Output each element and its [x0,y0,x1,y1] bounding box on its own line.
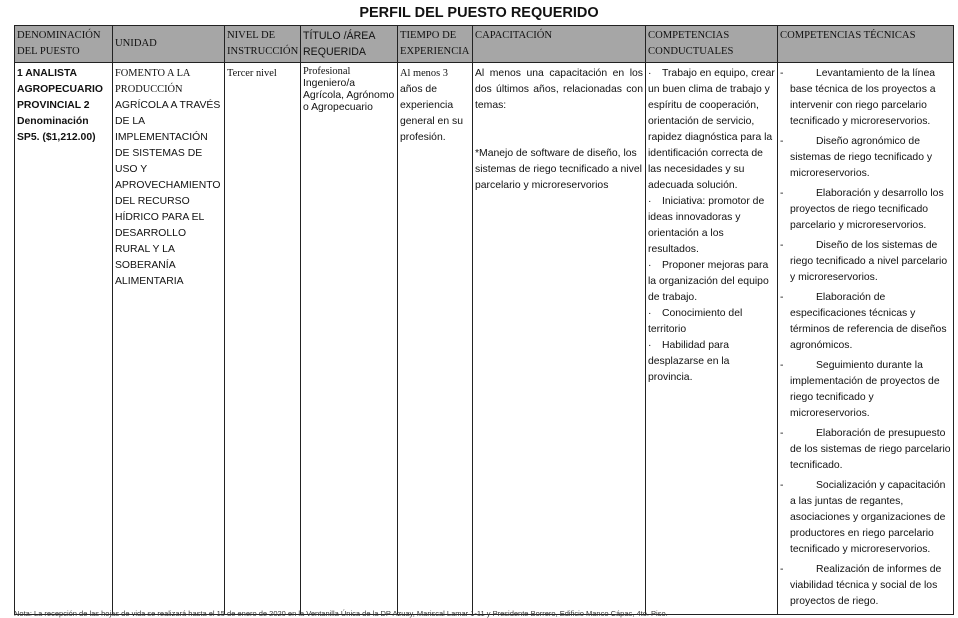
bullet-icon: · [648,308,652,319]
footnote: Nota: La recepción de las hojas de vida se realizará hasta el 15 de enero de 2020 en la Ventanilla Única de la DP Azuay, Mariscal Lamar 1-11 y Presidente Borrero, Edificio Manco Cápac, 4to. Piso. [14,609,668,618]
list-item [780,562,951,610]
header-unidad [113,26,225,63]
list-item-text: Elaboración y desarrollo los proyectos de riego tecnificado parcelario y microreservorios. [790,188,944,231]
cell-denominacion [15,63,113,615]
list-item-text: Trabajo en equipo, crear un buen clima de trabajo y espíritu de cooperación, orientación de servicio, rapidez diagnóstica para la identificación correcta de las necesidades y su adecuada solución. [648,68,775,191]
dash-icon: - [780,188,784,199]
list-item-text: Realización de informes de viabilidad técnica y social de los proyectos de riego. [790,564,942,607]
bullet-icon: · [648,68,652,79]
capacitacion-intro: Al menos una capacitación en los dos últimos años, relacionadas con temas: [475,68,643,111]
tiempo-part2: años de experiencia general en su profesión. [400,84,463,143]
header-conductuales: COMPETENCIAS CONDUCTUALES [646,26,778,63]
dash-icon: - [780,428,784,439]
conductuales-list [648,66,775,386]
cell-tiempo [398,63,473,615]
tiempo-part1: Al menos 3 [400,68,448,79]
header-unidad-label: UNIDAD [115,38,157,49]
list-item-text: Elaboración de especificaciones técnicas y términos de referencia de diseños agronómicos. [790,292,947,351]
list-item [648,258,775,306]
list-item-text: Proponer mejoras para la organización del equipo de trabajo. [648,260,769,303]
list-item [648,338,775,386]
dash-icon: - [780,360,784,371]
titulo-part2: Ingeniero/a Agrícola, Agrónomo o Agropecuario [303,78,395,113]
list-item [648,306,775,338]
puesto-denominacion: Denominación SP5. ($1,212.00) [17,116,96,143]
capacitacion-tema: *Manejo de software de diseño, los sistemas de riego tecnificado a nivel parcelario y microreservorios [475,148,642,191]
titulo-part1: Profesional [303,66,351,77]
header-tecnicas: COMPETENCIAS TÉCNICAS [778,26,954,63]
cell-nivel: Tercer nivel [225,63,301,615]
list-item-text: Conocimiento del territorio [648,308,743,335]
header-tiempo: TIEMPO DE EXPERIENCIA [398,26,473,63]
header-nivel: NIVEL DE INSTRUCCIÓN [225,26,301,63]
header-titulo: TÍTULO /ÁREA REQUERIDA [301,26,398,63]
cell-conductuales [646,63,778,615]
list-item-text: Diseño de los sistemas de riego tecnificado a nivel parcelario y microreservorios. [790,240,948,283]
dash-icon: - [780,136,784,147]
cell-capacitacion [473,63,646,615]
list-item [780,238,951,286]
bullet-icon: · [648,340,652,351]
list-item [780,426,951,474]
unidad-part2: AGRÍCOLA A TRAVÉS DE LA IMPLEMENTACIÓN DE SISTEMAS DE USO Y APROVECHAMIENTO DEL RECURSO HÍDRICO PARA EL DESARROLLO RURAL Y LA SOBERANÍA ALIMENTARIA [115,100,221,287]
dash-icon: - [780,564,784,575]
list-item [648,66,775,194]
list-item [780,134,951,182]
header-denominacion: DENOMINACIÓN DEL PUESTO [15,26,113,63]
bullet-icon: · [648,196,652,207]
list-item-text: Diseño agronómico de sistemas de riego tecnificado y microreservorios. [790,136,933,179]
cell-tecnicas [778,63,954,615]
list-item [780,478,951,558]
bullet-icon: · [648,260,652,271]
list-item [780,66,951,130]
header-row [15,26,954,63]
cell-unidad [113,63,225,615]
list-item-text: Levantamiento de la línea base técnica de los proyectos a intervenir con riego parcelario tecnificado y microreservorios. [790,68,936,127]
capacitacion-spacer [475,114,643,146]
list-item-text: Habilidad para desplazarse en la provincia. [648,340,730,383]
list-item-text: Iniciativa: promotor de ideas innovadoras y orientación a los resultados. [648,196,765,255]
dash-icon: - [780,292,784,303]
tecnicas-list [780,66,951,610]
list-item [780,290,951,354]
dash-icon: - [780,480,784,491]
list-item-text: Seguimiento durante la implementación de proyectos de riego tecnificado y microreservorios. [790,360,940,419]
unidad-part1: FOMENTO A LA PRODUCCIÓN [115,68,190,95]
table-row [15,63,954,615]
list-item [780,358,951,422]
dash-icon: - [780,240,784,251]
list-item [648,194,775,258]
header-capacitacion: CAPACITACIÓN [473,26,646,63]
cell-titulo [301,63,398,615]
puesto-name: 1 ANALISTA AGROPECUARIO PROVINCIAL 2 [17,68,104,111]
dash-icon: - [780,68,784,79]
perfil-table [14,25,954,615]
list-item-text: Socialización y capacitación a las juntas de regantes, asociaciones y organizaciones de productores en riego parcelario tecnificado y microreservorios. [790,480,946,555]
page-title: PERFIL DEL PUESTO REQUERIDO [359,5,599,21]
list-item-text: Elaboración de presupuesto de los sistemas de riego parcelario tecnificado. [790,428,951,471]
list-item [780,186,951,234]
